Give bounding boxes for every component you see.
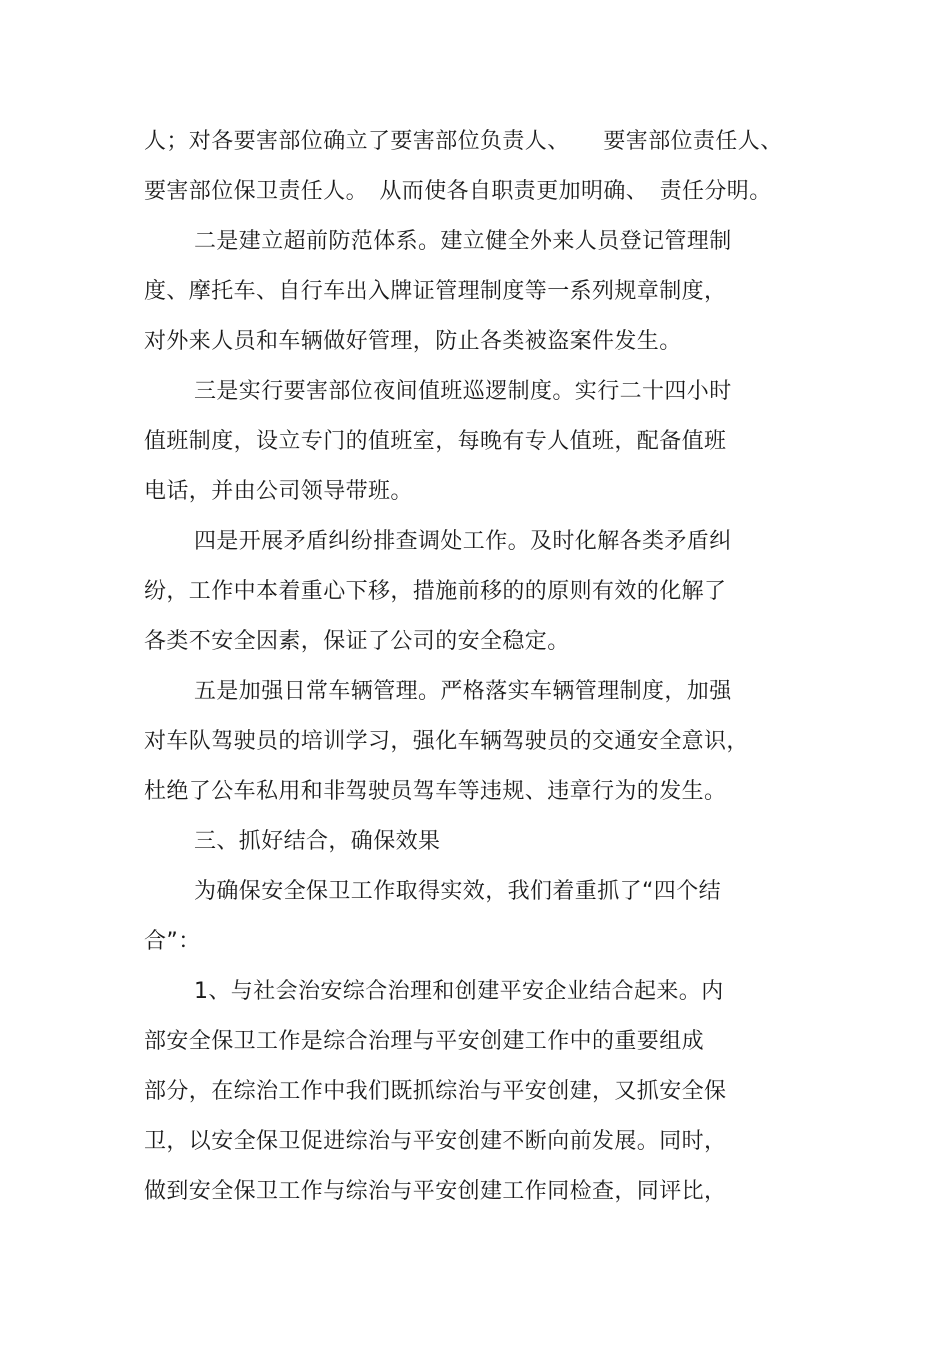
text-line: 各类不安全因素，保证了公司的安全稳定。 [144, 629, 570, 654]
text-line: 杜绝了公车私用和非驾驶员驾车等违规、违章行为的发生。 [144, 779, 727, 804]
text-line: 电话，并由公司领导带班。 [144, 479, 413, 504]
text-line: 做到安全保卫工作与综治与平安创建工作同检查，同评比， [144, 1179, 727, 1204]
text-line: 四是开展矛盾纠纷排查调处工作。及时化解各类矛盾纠 [194, 529, 732, 554]
text-line: 值班制度，设立专门的值班室，每晚有专人值班，配备值班 [144, 429, 727, 454]
text-line: 为确保安全保卫工作取得实效，我们着重抓了“四个结 [194, 879, 721, 904]
text-line: 三是实行要害部位夜间值班巡逻制度。实行二十四小时 [194, 379, 732, 404]
text-line: 人；对各要害部位确立了要害部位负责人、 要害部位责任人、 [144, 129, 783, 154]
text-line: 1、与社会治安综合治理和创建平安企业结合起来。内 [194, 979, 724, 1004]
text-line: 度、摩托车、自行车出入牌证管理制度等一系列规章制度， [144, 279, 727, 304]
text-line: 对外来人员和车辆做好管理，防止各类被盗案件发生。 [144, 329, 682, 354]
section-heading: 三、抓好结合，确保效果 [194, 829, 441, 854]
text-line: 要害部位保卫责任人。 从而使各自职责更加明确、 责任分明。 [144, 179, 772, 204]
text-line: 部分，在综治工作中我们既抓综治与平安创建，又抓安全保 [144, 1079, 727, 1104]
text-line: 对车队驾驶员的培训学习，强化车辆驾驶员的交通安全意识， [144, 729, 749, 754]
text-line: 五是加强日常车辆管理。严格落实车辆管理制度，加强 [194, 679, 732, 704]
text-line: 卫，以安全保卫促进综治与平安创建不断向前发展。同时， [144, 1129, 727, 1154]
text-line: 部安全保卫工作是综合治理与平安创建工作中的重要组成 [144, 1029, 705, 1054]
text-line: 纷，工作中本着重心下移，措施前移的的原则有效的化解了 [144, 579, 727, 604]
text-line: 合”： [144, 929, 201, 954]
text-line: 二是建立超前防范体系。建立健全外来人员登记管理制 [194, 229, 732, 254]
